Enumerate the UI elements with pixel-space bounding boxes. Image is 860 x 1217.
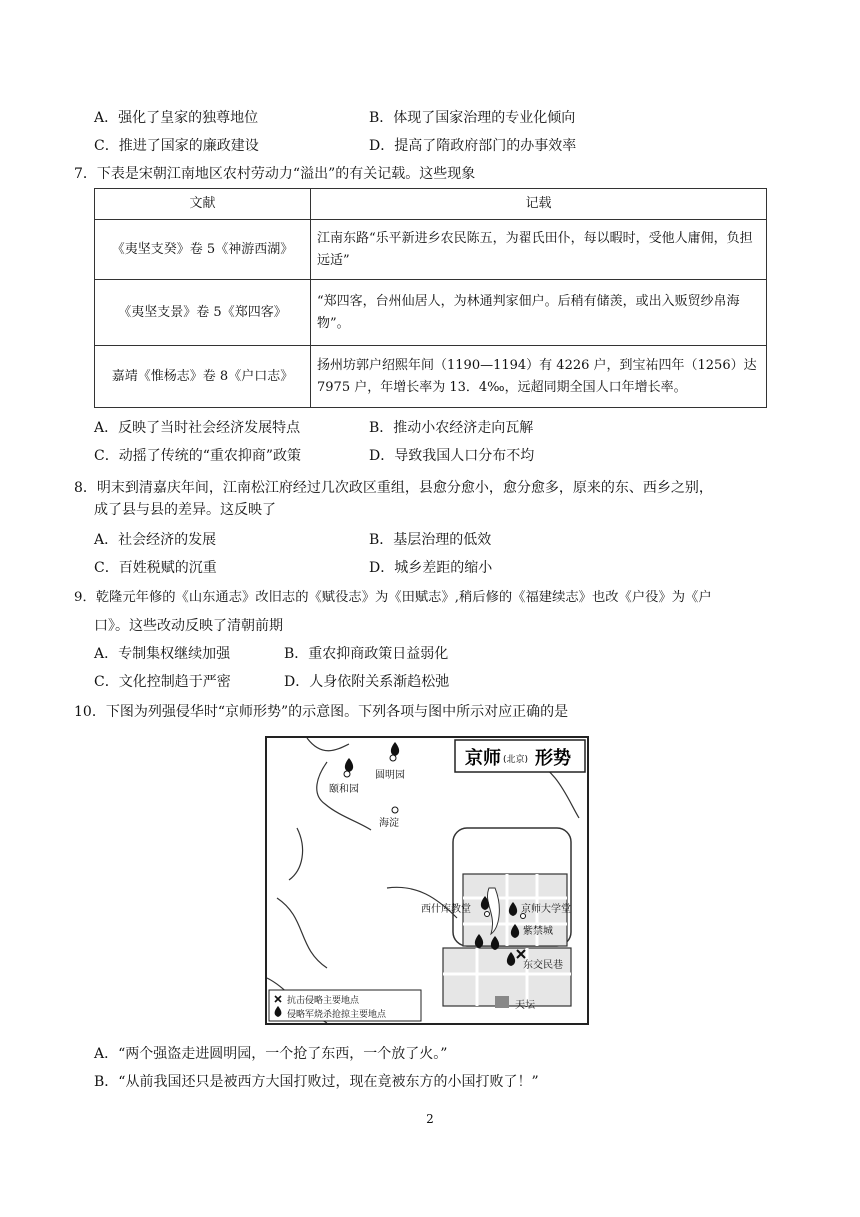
- fire-icon: [345, 758, 353, 772]
- table-row: [95, 220, 767, 280]
- label-zijincheng: 紫禁城: [523, 926, 553, 937]
- q9-option-c: C．文化控制趋于严密: [94, 674, 231, 690]
- q7-option-c: C．动摇了传统的“重农抑商”政策: [94, 448, 302, 464]
- q9-stem-line2: 口》。这些改动反映了清朝前期: [94, 618, 283, 634]
- q7-stem: 7．下表是宋朝江南地区农村劳动力“溢出”的有关记载。这些现象: [74, 166, 476, 182]
- q10-stem: 10．下图为列强侵华时“京师形势”的示意图。下列各项与图中所示对应正确的是: [74, 704, 569, 720]
- xishiku-dot: [485, 912, 490, 917]
- label-dongjiaominxiang: 东交民巷: [523, 960, 563, 971]
- label-yiheyuan: 颐和园: [329, 784, 359, 795]
- label-jingshi: 京师大学堂: [521, 904, 571, 915]
- q8-option-c: C．百姓税赋的沉重: [94, 560, 217, 576]
- table-cell-record: “郑四客，台州仙居人，为林通判家佃户。后稍有储羡，或出入贩贸纱帛海物”。: [311, 280, 767, 346]
- q7-option-a: A．反映了当时社会经济发展特点: [94, 420, 301, 436]
- table-row: [95, 346, 767, 408]
- table-header-record: 记载: [311, 189, 767, 220]
- table-cell-record: 扬州坊郭户绍熙年间（1190—1194）有 4226 户，到宝祐四年（1256）达 7975 户，年增长率为 13．4‰，远超同期全国人口年增长率。: [311, 346, 767, 408]
- map-title-small: (北京): [503, 755, 529, 765]
- label-xishiku: 西什库教堂: [421, 904, 471, 915]
- fire-icon: [391, 742, 399, 756]
- map-title-main-1: 京师: [465, 748, 501, 769]
- map-title-main-2: 形势: [535, 748, 571, 769]
- q10-option-a: A．“两个强盗走进圆明园，一个抢了东西，一个放了火。”: [94, 1046, 448, 1062]
- q8-option-b: B．基层治理的低效: [369, 532, 492, 548]
- label-tiantan: 天坛: [515, 1000, 535, 1011]
- q7-records-table: [94, 188, 767, 408]
- q6-option-c: C．推进了国家的廉政建设: [94, 138, 259, 154]
- table-header-source: 文献: [95, 189, 311, 220]
- q8-option-a: A．社会经济的发展: [94, 532, 217, 548]
- q10-option-b: B．“从前我国还只是被西方大国打败过，现在竟被东方的小国打败了！”: [94, 1074, 539, 1090]
- table-cell-source: 《夷坚支景》卷 5《郑四客》: [95, 280, 311, 346]
- table-cell-source: 《夷坚支癸》卷 5《神游西湖》: [95, 220, 311, 280]
- q9-option-b: B．重农抑商政策日益弱化: [284, 646, 449, 662]
- q6-option-b: B．体现了国家治理的专业化倾向: [369, 110, 576, 126]
- q9-option-a: A．专制集权继续加强: [94, 646, 231, 662]
- tiantan-marker: [495, 996, 509, 1008]
- q6-option-d: D．提高了隋政府部门的办事效率: [369, 138, 577, 154]
- q6-option-a: A．强化了皇家的独尊地位: [94, 110, 259, 126]
- q9-stem-line1: 9．乾隆元年修的《山东通志》改旧志的《赋役志》为《田赋志》,稍后修的《福建续志》也改《户役》为《户: [74, 590, 712, 605]
- q7-option-b: B．推动小农经济走向瓦解: [369, 420, 534, 436]
- table-row: [95, 280, 767, 346]
- q7-option-d: D．导致我国人口分布不均: [369, 448, 535, 464]
- page-number: 2: [426, 1112, 434, 1126]
- q8-stem-line2: 成了县与县的差异。这反映了: [94, 502, 276, 518]
- label-yuanmingyuan: 圆明园: [375, 770, 405, 781]
- legend-burn-label: 侵略军烧杀抢掠主要地点: [287, 1010, 387, 1020]
- q8-option-d: D．城乡差距的缩小: [369, 560, 493, 576]
- q8-stem-line1: 8．明末到清嘉庆年间，江南松江府经过几次政区重组，县愈分愈小，愈分愈多，原来的东、西乡之别，: [74, 480, 713, 496]
- table-cell-source: 嘉靖《惟杨志》卷 8《户口志》: [95, 346, 311, 408]
- beijing-situation-map: [265, 736, 589, 1025]
- haidian-dot: [392, 807, 398, 813]
- label-haidian: 海淀: [379, 818, 399, 829]
- table-header-row: [95, 189, 767, 220]
- q9-option-d: D．人身依附关系渐趋松弛: [284, 674, 450, 690]
- legend-resist-label: 抗击侵略主要地点: [287, 996, 360, 1006]
- table-cell-record: 江南东路“乐平新进乡农民陈五，为翟氏田仆，每以暇时，受他人庸佣，负担远适”: [311, 220, 767, 280]
